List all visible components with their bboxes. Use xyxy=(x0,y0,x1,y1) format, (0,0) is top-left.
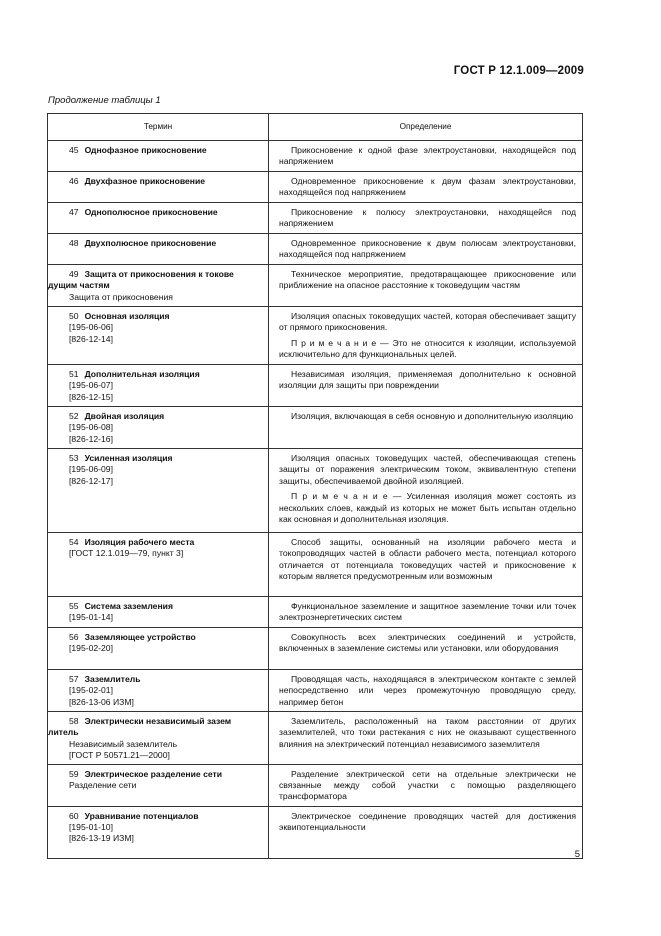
definition-text: Функциональное заземление и защитное заземление точки или точек электроэнергетических систем xyxy=(279,601,576,623)
term-line xyxy=(69,601,262,612)
table-row xyxy=(48,533,583,597)
definition-cell xyxy=(269,141,583,172)
term-reference: [195-06-09] xyxy=(69,464,113,475)
term-reference: [826-13-06 ИЗМ] xyxy=(69,696,134,707)
term-number: 46 xyxy=(69,176,79,186)
definition-cell xyxy=(269,628,583,670)
definition-cell xyxy=(269,234,583,265)
term-line xyxy=(69,411,262,422)
table-row xyxy=(48,265,583,307)
table-row xyxy=(48,628,583,670)
term-title: Защита от прикосновения к токове xyxy=(84,269,234,279)
table-row xyxy=(48,172,583,203)
term-cell xyxy=(48,806,269,858)
term-number: 54 xyxy=(69,537,79,547)
definition-text: Изоляция опасных токоведущих частей, обеспечивающая степень защиты от поражения электрическим током, эквивалентную степени защиты, обеспечиваемой двойной изоляцией. xyxy=(279,453,576,486)
definition-cell xyxy=(269,712,583,765)
definition-text: Электрическое соединение проводящих частей для достижения эквипотенциальности xyxy=(279,810,576,833)
term-cell xyxy=(48,597,269,628)
term-reference: Независимый заземлитель xyxy=(69,738,178,749)
term-cell xyxy=(48,670,269,712)
definition-text: Прикосновение к одной фазе электроустановки, находящейся под напряжением xyxy=(279,145,576,167)
definition-cell xyxy=(269,172,583,203)
term-cell xyxy=(48,628,269,670)
term-reference: [ГОСТ Р 50571.21—2000] xyxy=(69,750,170,761)
term-title: Заземляющее устройство xyxy=(84,632,196,642)
definition-cell xyxy=(269,670,583,712)
definition-cell xyxy=(269,806,583,858)
term-reference: [826-12-14] xyxy=(69,333,113,344)
term-title: Двухфазное прикосновение xyxy=(84,176,206,186)
term-number: 51 xyxy=(69,369,79,379)
table-row xyxy=(48,764,583,806)
definition-cell xyxy=(269,307,583,365)
definition-text: Прикосновение к полюсу электроустановки, находящейся под напряжением xyxy=(279,207,576,229)
definition-cell xyxy=(269,597,583,628)
table-row xyxy=(48,712,583,765)
term-title: Электрическое разделение сети xyxy=(84,768,223,779)
term-line xyxy=(69,369,262,380)
term-title: Однофазное прикосновение xyxy=(84,145,207,155)
terms-table xyxy=(47,113,583,859)
column-header-term: Термин xyxy=(48,114,269,141)
column-header-definition: Определение xyxy=(269,114,583,141)
term-line xyxy=(69,238,262,249)
term-number: 45 xyxy=(69,145,79,155)
term-title: Заземлитель xyxy=(84,674,141,684)
term-reference: [195-01-14] xyxy=(69,612,113,623)
term-line xyxy=(69,674,262,685)
term-number: 56 xyxy=(69,632,79,642)
table-caption: Продолжение таблицы 1 xyxy=(48,95,161,106)
table-row xyxy=(48,307,583,365)
term-reference: [195-01-10] xyxy=(69,822,113,833)
term-reference: [195-06-06] xyxy=(69,322,113,333)
table-row xyxy=(48,670,583,712)
term-reference: [195-06-08] xyxy=(69,422,113,433)
term-title: Основная изоляция xyxy=(84,311,170,321)
term-title: Уравнивание потенциалов xyxy=(84,810,199,821)
definition-text: Разделение электрической сети на отдельные электрически не связанные между собой участки с помощью разделяющего трансформатора xyxy=(279,768,576,802)
table-row xyxy=(48,365,583,407)
definition-text: Заземлитель, расположенный на таком расстоянии от других заземлителей, что токи растекания с них не оказывают существенного влияния на электрический потенциал независимого заземлителя xyxy=(279,716,576,749)
term-number: 58 xyxy=(69,716,79,726)
definition-note xyxy=(279,338,576,361)
definition-note xyxy=(279,491,576,525)
term-title-continuation: дущим частям xyxy=(48,280,110,291)
term-line xyxy=(69,453,262,464)
definition-cell xyxy=(269,533,583,597)
term-number: 48 xyxy=(69,238,79,248)
term-line xyxy=(69,145,262,156)
table-row xyxy=(48,449,583,533)
definition-text: Одновременное прикосновение к двум фазам электроустановки, находящейся под напряжением xyxy=(279,176,576,198)
definition-text: Техническое мероприятие, предотвращающее прикосновение или приближение на опасное расстояние к токоведущим частям xyxy=(279,269,576,291)
term-cell xyxy=(48,203,269,234)
table-row xyxy=(48,407,583,449)
term-cell xyxy=(48,307,269,365)
definition-cell xyxy=(269,764,583,806)
term-reference: [826-13-19 ИЗМ] xyxy=(69,833,134,844)
term-cell xyxy=(48,141,269,172)
table-row xyxy=(48,234,583,265)
table-row xyxy=(48,141,583,172)
definition-text: Способ защиты, основанный на изоляции рабочего места и токопроводящих частей в области рабочего места, потенциал которого отличается от потенциала токоведущих частей и прикосновение к которым является предусмотренным или возможным xyxy=(279,537,576,582)
term-reference: [ГОСТ 12.1.019—79, пункт 3] xyxy=(69,548,184,559)
term-number: 49 xyxy=(69,269,79,279)
term-cell xyxy=(48,764,269,806)
term-reference: Разделение сети xyxy=(69,780,137,791)
table-row xyxy=(48,203,583,234)
term-cell xyxy=(48,234,269,265)
term-line xyxy=(69,207,262,218)
term-reference: [826-12-17] xyxy=(69,475,113,486)
term-cell xyxy=(48,365,269,407)
definition-cell xyxy=(269,449,583,533)
definition-text: Совокупность всех электрических соединений и устройств, включенных в заземление системы или установки, или оборудования xyxy=(279,632,576,654)
term-reference: Защита от прикосновения xyxy=(69,291,173,302)
term-line xyxy=(69,269,262,280)
table-header-row xyxy=(48,114,583,141)
table-row xyxy=(48,597,583,628)
term-title: Двухполюсное прикосновение xyxy=(84,238,217,248)
term-line xyxy=(69,632,262,643)
term-reference: [195-06-07] xyxy=(69,380,113,391)
term-cell xyxy=(48,449,269,533)
term-number: 60 xyxy=(69,810,79,821)
term-line xyxy=(69,716,262,727)
term-title: Электрически независимый зазем xyxy=(84,716,232,726)
term-title: Изоляция рабочего места xyxy=(84,537,195,547)
term-title: Однополюсное прикосновение xyxy=(84,207,218,217)
term-number: 55 xyxy=(69,601,79,611)
term-line xyxy=(69,769,262,780)
definition-text: Проводящая часть, находящаяся в электрическом контакте с землей непосредственно или через промежуточную проводящую среду, например бетон xyxy=(279,674,576,707)
term-title-continuation: литель xyxy=(48,727,79,738)
definition-cell xyxy=(269,407,583,449)
term-cell xyxy=(48,712,269,765)
definition-text: Независимая изоляция, применяемая дополнительно к основной изоляции для защиты при повреждении xyxy=(279,369,576,391)
term-line xyxy=(69,811,262,822)
note-label: П р и м е ч а н и е xyxy=(291,337,377,348)
definition-cell xyxy=(269,203,583,234)
term-line xyxy=(69,537,262,548)
term-reference: [195-02-01] xyxy=(69,685,113,696)
note-label: П р и м е ч а н и е xyxy=(291,491,388,502)
definition-text: Изоляция опасных токоведущих частей, которая обеспечивает защиту от прямого прикосновения. xyxy=(279,311,576,333)
term-number: 52 xyxy=(69,411,79,421)
definition-cell xyxy=(269,365,583,407)
term-title: Двойная изоляция xyxy=(84,411,165,421)
definition-text: Изоляция, включающая в себя основную и дополнительную изоляцию xyxy=(291,411,574,421)
term-line xyxy=(69,311,262,322)
term-cell xyxy=(48,407,269,449)
term-line xyxy=(69,176,262,187)
term-title: Дополнительная изоляция xyxy=(84,369,200,379)
term-number: 59 xyxy=(69,768,79,779)
term-cell xyxy=(48,265,269,307)
term-cell xyxy=(48,172,269,203)
note-text: — Это не относится к изоляции, используемой исключительно для функциональных целей. xyxy=(279,337,576,360)
term-number: 53 xyxy=(69,453,79,463)
term-reference: [826-12-16] xyxy=(69,433,113,444)
term-title: Усиленная изоляция xyxy=(84,453,173,463)
term-number: 47 xyxy=(69,207,79,217)
definition-cell xyxy=(269,265,583,307)
term-reference: [826-12-15] xyxy=(69,391,113,402)
document-code: ГОСТ Р 12.1.009—2009 xyxy=(453,65,584,77)
page-number: 5 xyxy=(574,849,580,860)
term-reference: [195-02-20] xyxy=(69,643,113,654)
term-number: 57 xyxy=(69,674,79,684)
definition-text: Одновременное прикосновение к двум полюсам электроустановки, находящейся под напряжением xyxy=(279,238,576,260)
term-cell xyxy=(48,533,269,597)
table-row xyxy=(48,806,583,858)
note-text: — Усиленная изоляция может состоять из нескольких слоев, каждый из которых не может быть испытан отдельно как основная и дополнительная изоляция. xyxy=(279,491,576,525)
term-title: Система заземления xyxy=(84,601,173,611)
term-number: 50 xyxy=(69,311,79,321)
